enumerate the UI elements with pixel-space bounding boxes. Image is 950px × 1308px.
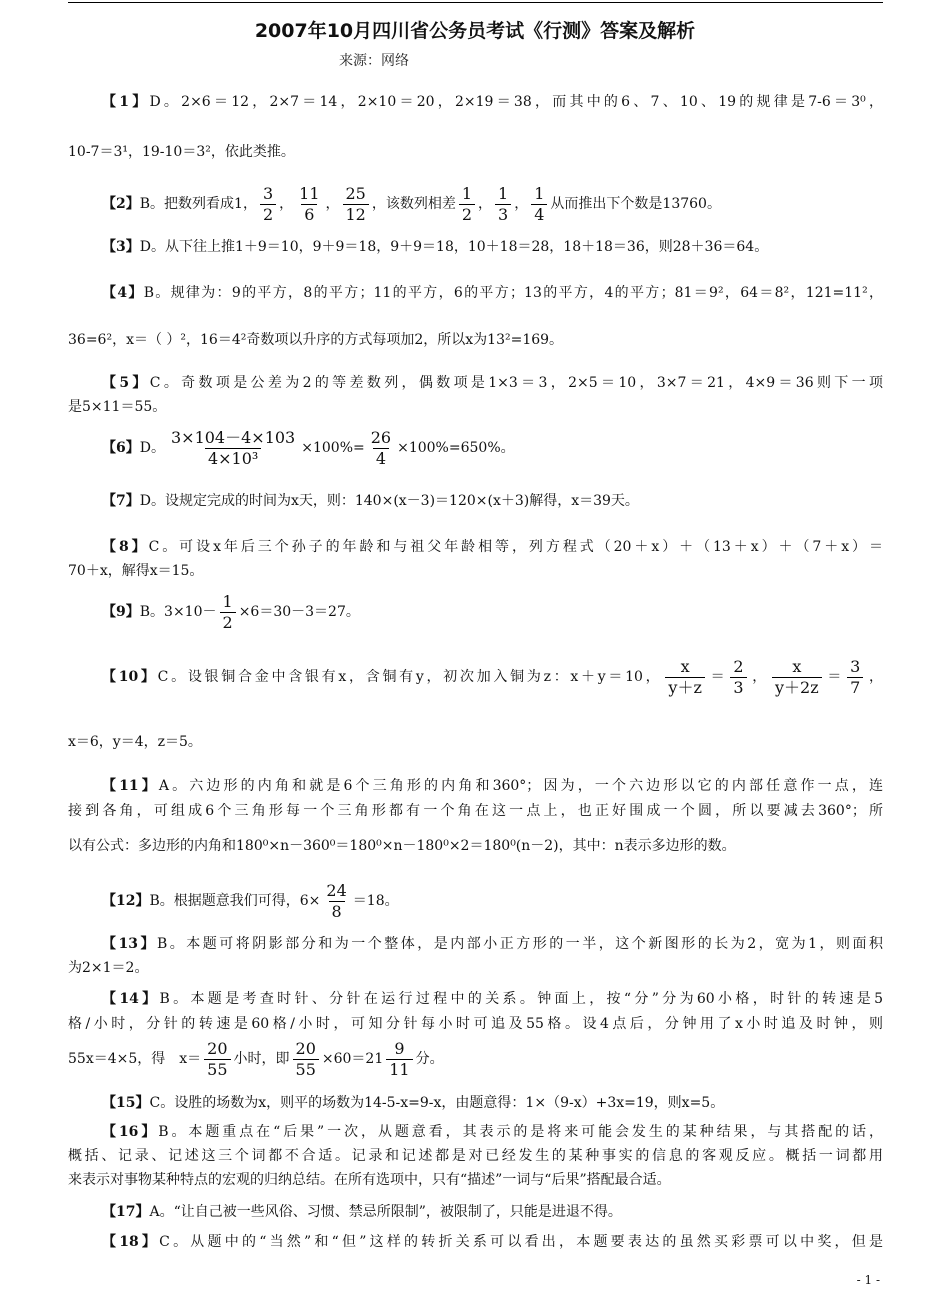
q11-line1 xyxy=(102,776,883,796)
q6-frac-1-denominator: 4×10³ xyxy=(205,448,261,469)
q10-frac-2 xyxy=(730,657,746,698)
q6-frac-1 xyxy=(168,428,298,469)
text-span: D。 xyxy=(139,440,165,456)
text-span: D。设规定完成的时间为x天，则：140×(x－3)＝120×(x＋3)解得，x＝39天。 xyxy=(139,493,639,509)
q6-line xyxy=(102,426,883,470)
text-span: ， xyxy=(749,669,769,685)
q13-line1 xyxy=(102,934,883,954)
q2-frac-3-denominator: 12 xyxy=(343,204,369,225)
q8-line2: 70＋x，解得x＝15。 xyxy=(68,563,204,579)
q10-frac-4-denominator: 7 xyxy=(847,677,863,698)
q15-line xyxy=(102,1093,883,1113)
text-span: ×6＝30－3＝27。 xyxy=(238,604,360,620)
q14-frac-1-numerator: 20 xyxy=(207,1038,228,1058)
q9-frac xyxy=(220,592,236,633)
text-span: B。3×10－ xyxy=(139,604,217,620)
text-span: 小时，即 xyxy=(233,1051,290,1067)
q11-line3: 以有公式：多边形的内角和180⁰×n－360⁰＝180⁰×n－180⁰×2＝180⁰(n－2)，其中：n表示多边形的数。 xyxy=(68,838,736,854)
q18-line xyxy=(102,1232,883,1252)
text-span: ＝18。 xyxy=(352,893,399,909)
q2-diff-2-denominator: 3 xyxy=(495,204,511,225)
q2-line: 【2】B。把数列看成1， $\frac{3}{2}$ ， $\frac{11}{6}$ ， $\frac{25}{12}$ ，该数列相差 $\frac{1}{2}$ ， $\frac{1}{3}$ ， $\frac{1}{4}$ 从而推出下个数是13760。 xyxy=(102,183,721,224)
top-rule xyxy=(68,2,883,3)
q2-diff-3 xyxy=(531,184,547,225)
q14-frac-2 xyxy=(293,1039,319,1080)
q16-line3: 来表示对事物某种特点的宏观的归纳总结。在所有选项中，只有“描述”一词与“后果”搭配最合适。 xyxy=(68,1172,671,1188)
q4-line1 xyxy=(102,283,883,303)
q2-frac-2 xyxy=(296,184,322,225)
q10-frac-1-denominator: y＋z xyxy=(665,677,704,698)
text-span: ×100%= xyxy=(301,440,365,456)
text-span: 【6】 xyxy=(102,440,140,456)
q2-frac-3-numerator: 25 xyxy=(345,183,366,203)
text-span: 【3】 xyxy=(102,239,140,255)
q2-diff-2 xyxy=(495,184,511,225)
q2-diff-2-numerator: 1 xyxy=(498,183,509,203)
text-span: 55x＝4×5，得 x＝ xyxy=(68,1051,202,1067)
q2-diff-1 xyxy=(459,184,475,225)
text-span: C。设胜的场数为x，则平的场数为14-5-x=9-x，由题意得：1×（9-x）+3x=19，则x=5。 xyxy=(149,1095,725,1111)
text-span: ， xyxy=(866,669,884,685)
text-span: 【12】 xyxy=(102,893,150,909)
text-span: 【13】 xyxy=(102,936,157,952)
q14-line3 xyxy=(68,1037,883,1081)
q10-frac-2-numerator: 2 xyxy=(733,656,744,676)
text-span: C。从题中的“当然”和“但”这样的转折关系可以看出，本题要表达的虽然买彩票可以中奖，但是 xyxy=(159,1234,884,1250)
q2-frac-1 xyxy=(260,184,276,225)
q10-line2: x＝6，y＝4，z＝5。 xyxy=(68,734,202,750)
text-span: 从而推出下个数是13760。 xyxy=(550,196,721,212)
q17-line xyxy=(102,1202,883,1222)
page-number: - 1 - xyxy=(856,1273,880,1287)
text-span: D。从下往上推1＋9＝10，9＋9＝18，9＋9＝18，10＋18＝28，18＋18＝36，则28＋36＝64。 xyxy=(139,239,769,255)
q14-line1 xyxy=(102,989,883,1009)
q2-frac-2-denominator: 6 xyxy=(301,204,317,225)
q3-line xyxy=(102,237,883,257)
source-line: 来源：网络 xyxy=(339,53,409,69)
q14-frac-2-numerator: 20 xyxy=(295,1038,316,1058)
text-span: 【5】 xyxy=(102,375,150,391)
q5-line2: 是5×11＝55。 xyxy=(68,399,167,415)
q14-line2: 格/小时，分针的转速是60格/小时，可知分针每小时可追及55格。设4点后，分钟用了x小时追及时钟，则 xyxy=(68,1016,883,1032)
text-span: B。本题是考查时针、分针在运行过程中的关系。钟面上，按“分”分为60小格，时针的转速是5 xyxy=(159,991,883,1007)
q2-frac-1-denominator: 2 xyxy=(260,204,276,225)
q9-frac-numerator: 1 xyxy=(222,591,233,611)
q2-frac-1-numerator: 3 xyxy=(262,183,274,203)
text-span: 分。 xyxy=(415,1051,444,1067)
q6-frac-2-denominator: 4 xyxy=(373,448,389,469)
q7-line xyxy=(102,491,883,511)
q2-diff-1-numerator: 1 xyxy=(461,183,473,203)
q2-diff-1-denominator: 2 xyxy=(459,204,475,225)
text-span: 【2】 xyxy=(102,196,140,212)
text-span: B。本题可将阴影部分和为一个整体，是内部小正方形的一半，这个新图形的长为2，宽为1，则面积 xyxy=(156,936,883,952)
text-span: ×100%=650%。 xyxy=(397,440,515,456)
text-span: A。“让自己被一些风俗、习惯、禁忌所限制”，被限制了，只能是进退不得。 xyxy=(149,1204,622,1220)
q10-frac-1-numerator: x xyxy=(680,656,690,676)
text-span: ×60＝21 xyxy=(321,1051,384,1067)
q1-line1 xyxy=(102,92,883,112)
q6-frac-2-numerator: 26 xyxy=(370,427,392,447)
q14-frac-3-numerator: 9 xyxy=(394,1038,405,1058)
q14-frac-3-denominator: 11 xyxy=(386,1059,412,1080)
text-span: 【9】 xyxy=(102,604,140,620)
q10-frac-2-denominator: 3 xyxy=(730,677,746,698)
q10-frac-4 xyxy=(847,657,863,698)
q13-line2: 为2×1＝2。 xyxy=(68,960,149,976)
text-span: C。奇数项是公差为2的等差数列，偶数项是1×3＝3，2×5＝10，3×7＝21，4×9＝36则下一项 xyxy=(149,375,883,391)
text-span: D。2×6＝12，2×7＝14，2×10＝20，2×19＝38，而其中的6、7、10、19的规律是7-6＝3⁰， xyxy=(149,94,884,110)
text-span: B。根据题意我们可得，6× xyxy=(149,893,321,909)
q14-frac-3 xyxy=(386,1039,412,1080)
text-span: B。本题重点在“后果”一次，从题意看，其表示的是将来可能会发生的某种结果，与其搭配的话， xyxy=(158,1124,883,1140)
q12-frac-denominator: 8 xyxy=(329,901,345,922)
q12-line xyxy=(102,879,883,923)
q2-diff-3-denominator: 4 xyxy=(531,204,547,225)
q8-line1 xyxy=(102,537,883,557)
text-span: 【7】 xyxy=(102,493,140,509)
q14-frac-1 xyxy=(204,1039,230,1080)
text-span: ＝ xyxy=(707,669,728,685)
q6-frac-1-numerator: 3×104－4×103 xyxy=(170,427,296,447)
q10-frac-3-numerator: x xyxy=(792,656,802,676)
q6-frac-2 xyxy=(368,428,394,469)
q9-frac-denominator: 2 xyxy=(220,612,236,633)
text-span: 【18】 xyxy=(102,1234,160,1250)
q10-line1 xyxy=(102,655,883,699)
q5-line1 xyxy=(102,373,883,393)
q10-frac-3-denominator: y＋2z xyxy=(772,677,822,698)
text-span: 【10】 xyxy=(102,669,158,685)
text-span: ＝ xyxy=(824,669,845,685)
text-span: 【14】 xyxy=(102,991,160,1007)
text-span: 【4】 xyxy=(102,285,144,301)
q4-line2: 36=6²，x＝（ ）²，16＝4²奇数项以升序的方式每项加2，所以x为13²=169。 xyxy=(68,332,564,348)
q11-line2: 接到各角，可组成6个三角形每一个三角形都有一个角在这一点上，也正好围成一个圆，所以要减去360°；所 xyxy=(68,803,883,819)
text-span: 【17】 xyxy=(102,1204,150,1220)
q12-frac-numerator: 24 xyxy=(326,880,347,900)
q10-frac-1 xyxy=(665,657,704,698)
q16-line2: 概括、记录、记述这三个词都不合适。记录和记述都是对已经发生的某种事实的信息的客观反应。概括一词都用 xyxy=(68,1148,883,1164)
text-span: 【16】 xyxy=(102,1124,159,1140)
text-span: 【15】 xyxy=(102,1095,150,1111)
q12-frac xyxy=(323,881,349,922)
q14-frac-1-denominator: 55 xyxy=(204,1059,230,1080)
page-title: 2007年10月四川省公务员考试《行测》答案及解析 xyxy=(254,20,696,42)
q10-frac-4-numerator: 3 xyxy=(850,656,861,676)
q2-diff-3-numerator: 1 xyxy=(534,183,545,203)
text-span: ，该数列相差 xyxy=(371,196,456,212)
text-span: A。六边形的内角和就是6个三角形的内角和360°；因为，一个六边形以它的内部任意作一点，连 xyxy=(158,778,883,794)
q14-frac-2-denominator: 55 xyxy=(293,1059,319,1080)
q1-label: 【1】 xyxy=(102,94,150,110)
text-span: C。可设x年后三个孙子的年龄和与祖父年龄相等，列方程式（20＋x）＋（13＋x）＋（7＋x）＝ xyxy=(148,539,883,555)
q2-frac-2-numerator: 11 xyxy=(299,183,320,203)
q16-line1 xyxy=(102,1122,883,1142)
q9-line xyxy=(102,590,883,634)
text-span: C。设银铜合金中含银有x，含铜有y，初次加入铜为z：x＋y＝10， xyxy=(157,669,663,685)
q1-line2: 10-7＝3¹，19-10＝3²，依此类推。 xyxy=(68,144,295,160)
text-span: B。规律为：9的平方，8的平方；11的平方，6的平方；13的平方，4的平方；81＝9²，64＝8²，121=11²， xyxy=(143,285,883,301)
text-span: 【11】 xyxy=(102,778,159,794)
q2-frac-3 xyxy=(343,184,369,225)
q10-frac-3 xyxy=(772,657,822,698)
text-span: B。把数列看成1， xyxy=(139,196,257,212)
text-span: 【8】 xyxy=(102,539,149,555)
